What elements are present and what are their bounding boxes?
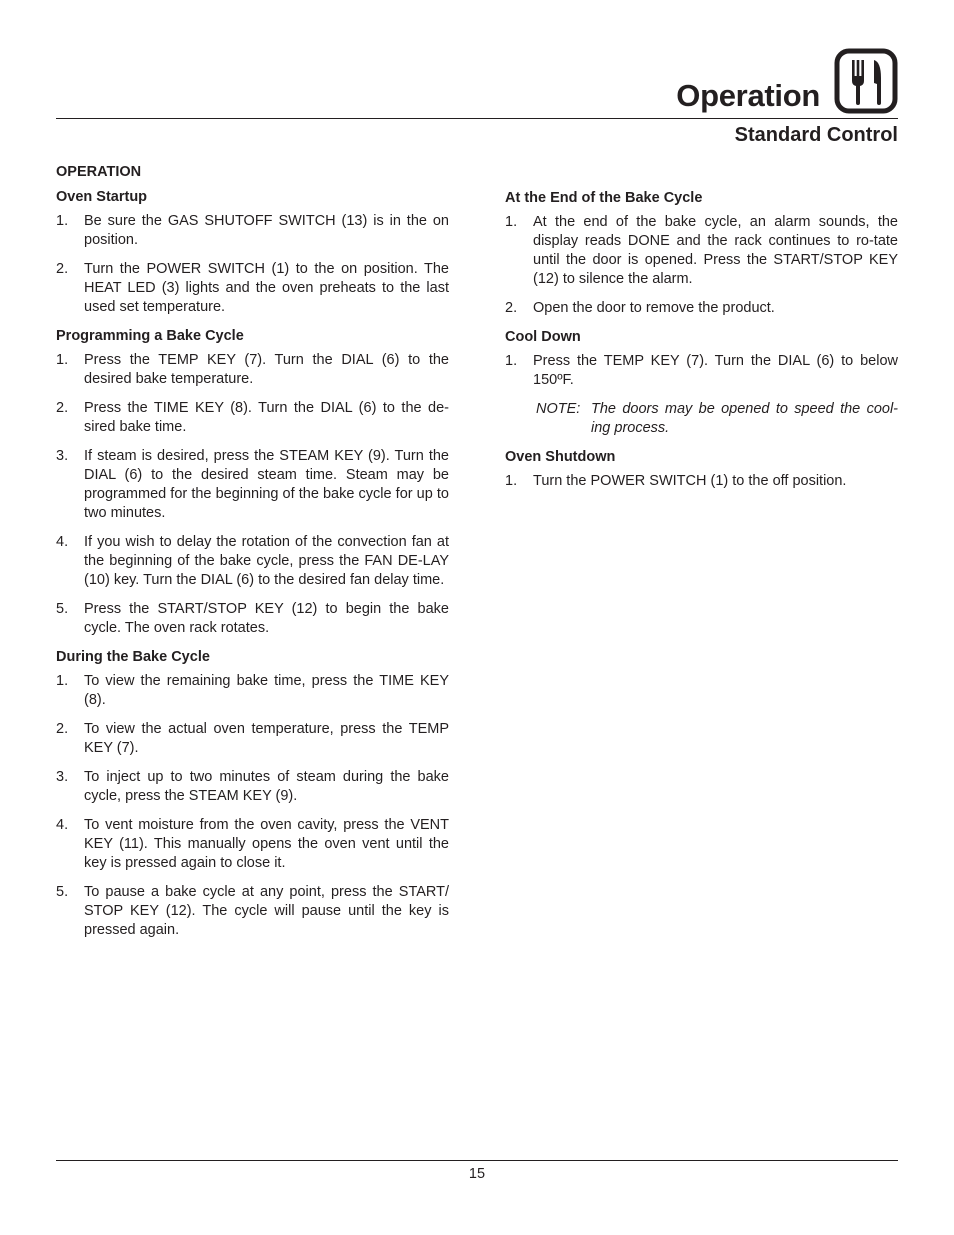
right-column	[505, 189, 898, 501]
item-number: 1.	[56, 213, 69, 229]
section-heading: Cool Down	[505, 329, 581, 345]
section-oven-shutdown	[505, 448, 898, 491]
item-number: 1.	[505, 353, 518, 369]
item-text: Be sure the GAS SHUTOFF SWITCH (13) is in the on position.	[84, 213, 449, 248]
section-oven-startup	[56, 188, 449, 317]
section-heading: Oven Startup	[56, 189, 148, 205]
item-text: To pause a bake cycle at any point, press the START/ STOP KEY (12). The cycle will pause until the key is pressed again.	[84, 884, 449, 938]
item-number: 4.	[56, 534, 69, 550]
item-number: 5.	[56, 884, 69, 900]
list-item	[56, 533, 449, 590]
item-text: At the end of the bake cycle, an alarm sounds, the display reads DONE and the rack continues to ro-tate until the door is opened. Press the START/STOP KEY (12) to silence the alarm.	[533, 214, 898, 287]
section-cool-down	[505, 328, 898, 438]
item-text: Turn the POWER SWITCH (1) to the off position.	[533, 473, 847, 489]
page-title: Operation	[676, 78, 820, 113]
header-divider	[56, 118, 898, 119]
note-text: The doors may be opened to speed the cool-ing process.	[591, 401, 898, 436]
section-end-of-bake	[505, 189, 898, 318]
item-number: 2.	[505, 300, 518, 316]
item-number: 2.	[56, 721, 69, 737]
section-heading: Programming a Bake Cycle	[56, 328, 244, 344]
item-number: 1.	[505, 214, 518, 230]
section-during-bake	[56, 648, 449, 940]
item-number: 1.	[505, 473, 518, 489]
item-text: To view the remaining bake time, press the TIME KEY (8).	[84, 673, 449, 708]
item-text: Open the door to remove the product.	[533, 300, 775, 316]
item-text: To inject up to two minutes of steam during the bake cycle, press the STEAM KEY (9).	[84, 769, 449, 804]
list-item	[56, 399, 449, 437]
list-item	[505, 472, 898, 491]
item-text: Turn the POWER SWITCH (1) to the on position. The HEAT LED (3) lights and the oven preheats to the last used set temperature.	[84, 261, 449, 315]
section-heading: During the Bake Cycle	[56, 649, 210, 665]
item-number: 5.	[56, 601, 69, 617]
item-text: Press the TEMP KEY (7). Turn the DIAL (6) to below 150ºF.	[533, 353, 898, 388]
list-item	[56, 816, 449, 873]
left-column	[56, 163, 449, 950]
item-number: 2.	[56, 261, 69, 277]
list-item	[56, 447, 449, 523]
note-label: NOTE:	[536, 401, 581, 417]
list-item	[505, 352, 898, 390]
fork-knife-icon	[834, 48, 898, 114]
item-text: If you wish to delay the rotation of the convection fan at the beginning of the bake cycle, press the FAN DE-LAY (10) key. Turn the DIAL (6) to the desired fan delay time.	[84, 534, 449, 588]
section-heading: Oven Shutdown	[505, 449, 616, 465]
section-heading: At the End of the Bake Cycle	[505, 190, 703, 206]
item-text: Press the TEMP KEY (7). Turn the DIAL (6) to the desired bake temperature.	[84, 352, 449, 387]
item-text: If steam is desired, press the STEAM KEY (9). Turn the DIAL (6) to the desired steam time. Steam may be programmed for the beginning of the bake cycle for up to two minutes.	[84, 448, 449, 521]
list-item	[56, 260, 449, 317]
list-item	[56, 672, 449, 710]
list-item	[56, 720, 449, 758]
item-number: 2.	[56, 400, 69, 416]
item-text: Press the TIME KEY (8). Turn the DIAL (6) to the de-sired bake time.	[84, 400, 449, 435]
item-text: To view the actual oven temperature, press the TEMP KEY (7).	[84, 721, 449, 756]
item-number: 1.	[56, 673, 69, 689]
section-main-heading: OPERATION	[56, 164, 142, 180]
list-item	[505, 299, 898, 318]
item-number: 3.	[56, 448, 69, 464]
page-number: 15	[468, 1166, 486, 1182]
item-number: 3.	[56, 769, 69, 785]
list-item	[56, 212, 449, 250]
page-subtitle: Standard Control	[734, 124, 898, 146]
list-item	[56, 351, 449, 389]
list-item	[56, 600, 449, 638]
section-programming	[56, 327, 449, 638]
item-text: Press the START/STOP KEY (12) to begin the bake cycle. The oven rack rotates.	[84, 601, 449, 636]
list-item	[56, 883, 449, 940]
item-number: 1.	[56, 352, 69, 368]
item-text: To vent moisture from the oven cavity, press the VENT KEY (11). This manually opens the oven vent until the key is pressed again to close it.	[84, 817, 449, 871]
list-item	[56, 768, 449, 806]
item-number: 4.	[56, 817, 69, 833]
note	[505, 400, 898, 438]
list-item	[505, 213, 898, 289]
footer-divider	[56, 1160, 898, 1161]
